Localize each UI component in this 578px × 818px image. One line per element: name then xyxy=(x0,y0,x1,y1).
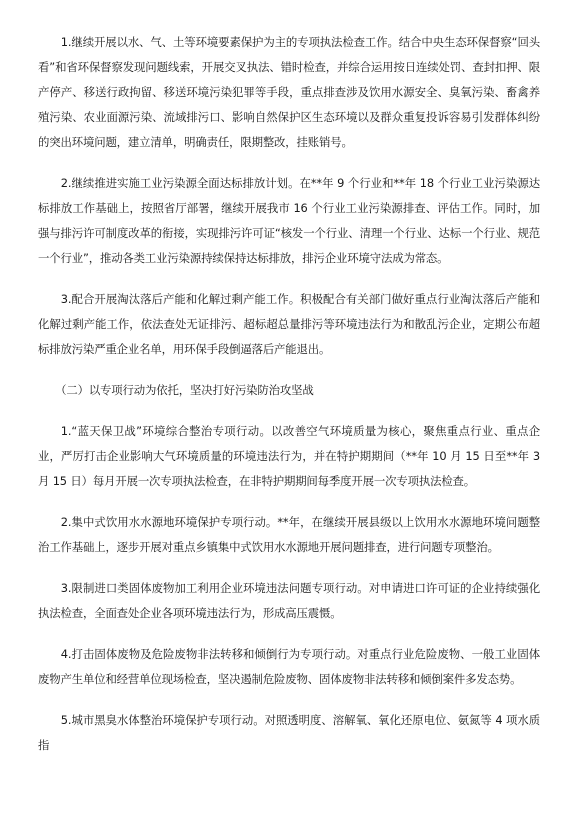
paragraph-7: 4.打击固体废物及危险废物非法转移和倾倒行为专项行动。对重点行业危险废物、一般工业固体废物产生单位和经营单位现场检查，坚决遏制危险废物、固体废物非法转移和倾倒案件多发态势。 xyxy=(38,647,540,686)
paragraph-2: 2.继续推进实施工业污染源全面达标排放计划。在**年 9 个行业和**年 18 个行业工业污染源达标排放工作基础上，按照省厅部署，继续开展我市 16 个行业工业污染源排查、评估工作。同时，加强与排污许可制度改革的衔接，实现排污许可证“核发一个行业、清理一个行业、达标一个行业、规范一个行业”，推动各类工业污染源持续保持达标排放，排污企业环境守法成为常态。 xyxy=(38,176,540,265)
paragraph-5: 2.集中式饮用水水源地环境保护专项行动。**年，在继续开展县级以上饮用水水源地环境问题整治工作基础上，逐步开展对重点乡镇集中式饮用水水源地开展问题排查，进行问题专项整治。 xyxy=(38,515,540,554)
paragraph-1: 1.继续开展以水、气、土等环境要素保护为主的专项执法检查工作。结合中央生态环保督察“回头看”和省环保督察发现问题线索，开展交叉执法、错时检查，并综合运用按日连续处罚、查封扣押、限产停产、移送行政拘留、移送环境污染犯罪等手段，重点排查涉及饮用水源安全、臭氧污染、畜禽养殖污染、农业面源污染、流域排污口、影响自然保护区生态环境以及群众重复投诉容易引发群体纠纷的突出环境问题，建立清单，明确责任，限期整改，挂账销号。 xyxy=(38,35,540,149)
paragraph-8: 5.城市黑臭水体整治环境保护专项行动。对照透明度、溶解氧、氧化还原电位、氨氮等 4 项水质指 xyxy=(38,713,540,752)
paragraph-4: 1.“蓝天保卫战”环境综合整治专项行动。以改善空气环境质量为核心，聚焦重点行业、重点企业，严厉打击企业影响大气环境质量的环境违法行为，并在特护期期间（**年 10 月 15 日至**年 3 月 15 日）每月开展一次专项执法检查，在非特护期期间每季度开展一次专项执法检查。 xyxy=(38,424,540,488)
paragraph-6: 3.限制进口类固体废物加工利用企业环境违法问题专项行动。对申请进口许可证的企业持续强化执法检查，全面查处企业各项环境违法行为，形成高压震慑。 xyxy=(38,581,540,620)
paragraph-3: 3.配合开展淘汰落后产能和化解过剩产能工作。积极配合有关部门做好重点行业淘汰落后产能和化解过剩产能工作，依法查处无证排污、超标超总量排污等环境违法行为和散乱污企业，定期公布超标排放污染严重企业名单，用环保手段倒逼落后产能退出。 xyxy=(38,292,540,356)
section-heading: （二）以专项行动为依托，坚决打好污染防治攻坚战 xyxy=(55,383,314,397)
